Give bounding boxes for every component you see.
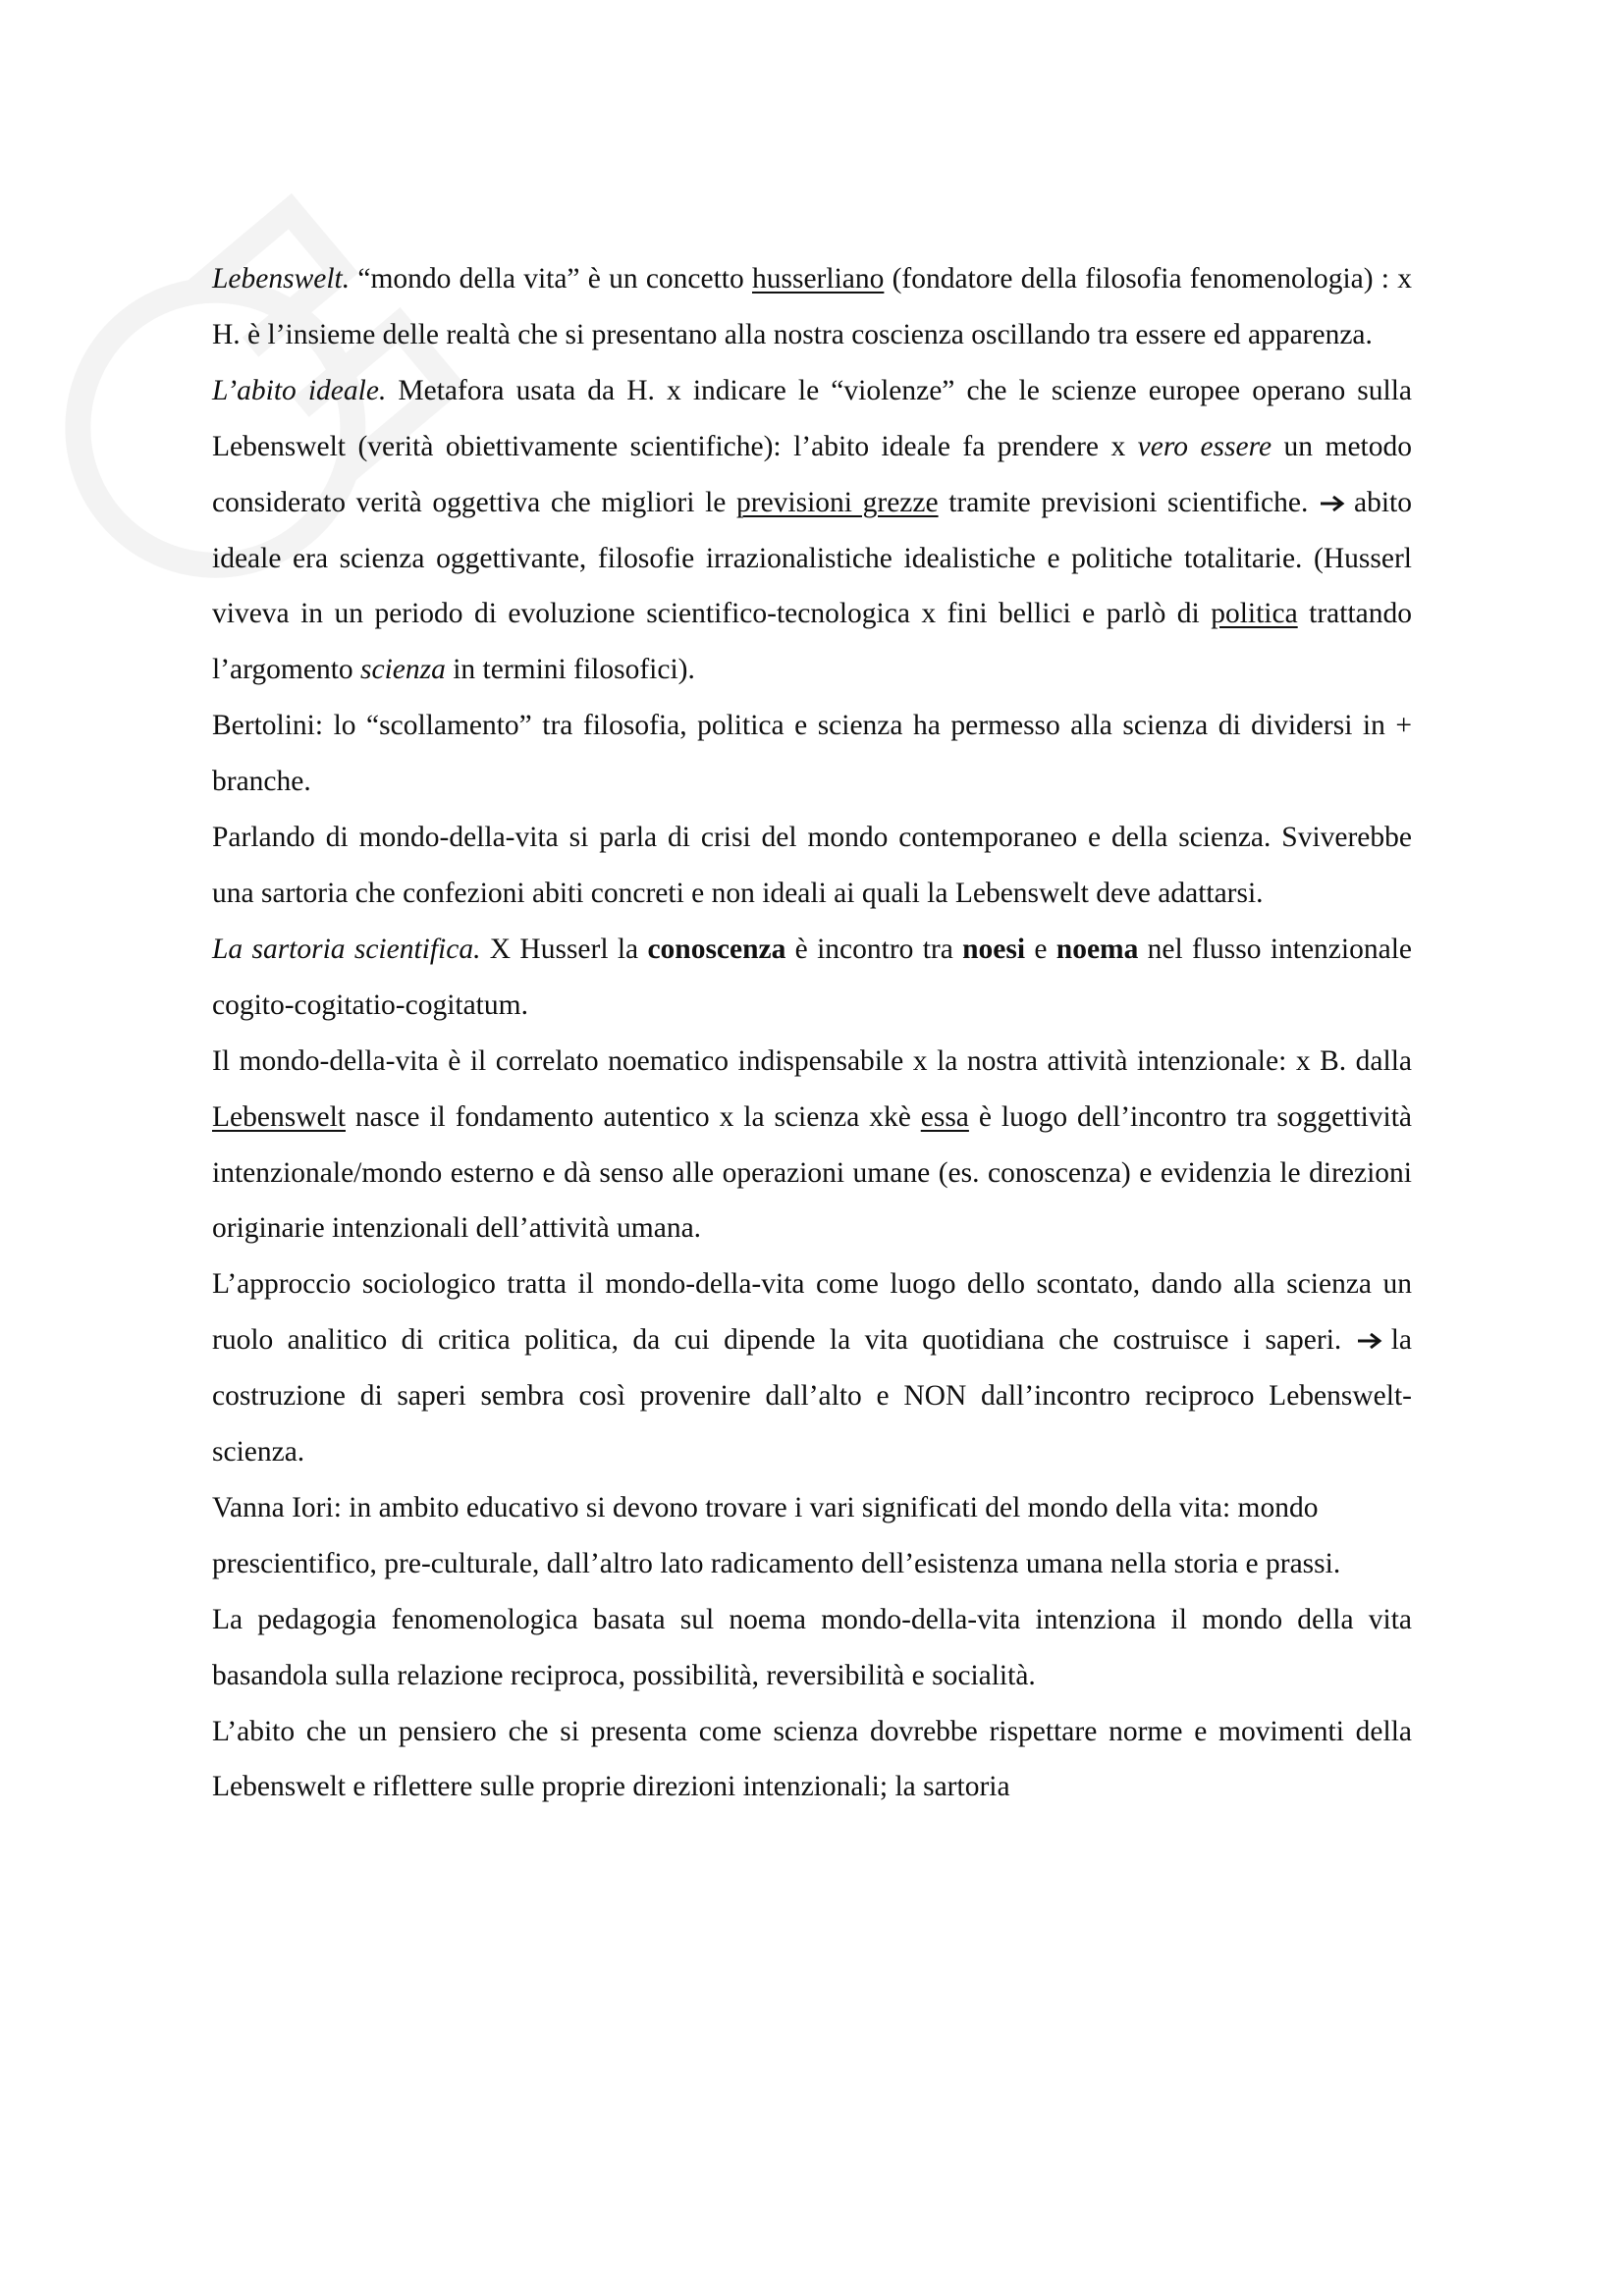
text-run: X Husserl la	[480, 933, 648, 965]
right-arrow-icon	[1356, 1331, 1385, 1351]
italic-term: vero essere	[1137, 430, 1272, 462]
paragraph-bertolini: Bertolini: lo “scollamento” tra filosofia, politica e scienza ha permesso alla scienza di dividersi in + branche.	[212, 710, 1412, 798]
text-run: nasce il fondamento autentico x la scienza xkè	[345, 1100, 921, 1133]
paragraph-abito-pensiero: L’abito che un pensiero che si presenta come scienza dovrebbe rispettare norme e movimenti della Lebenswelt e riflettere sulle proprie direzioni intenzionali; la sartoria	[212, 1715, 1412, 1803]
paragraph-iori: Vanna Iori: in ambito educativo si devono trovare i vari significati del mondo della vita: mondo	[212, 1491, 1319, 1523]
term-lebenswelt: Lebenswelt.	[212, 263, 351, 294]
paragraph-correlato	[212, 1034, 1412, 1257]
right-arrow-icon	[1319, 494, 1348, 513]
text-run: un metodo considerato verità oggettiva che migliori le	[212, 430, 1413, 518]
text-run: Metafora usata da H. x indicare le “violenze” che le scienze europee operano sulla Lebenswelt (verità obiettivamente scientifiche): l’abito ideale fa prendere x	[212, 374, 1413, 462]
paragraph-lebenswelt	[212, 251, 1412, 363]
paragraph-prescientifico: prescientifico, pre-culturale, dall’altro lato radicamento dell’esistenza umana nella storia e prassi.	[212, 1547, 1341, 1579]
text-run: L’approccio sociologico tratta il mondo-della-vita come luogo dello scontato, dando alla scienza un ruolo analitico di critica politica, da cui dipende la vita quotidiana che costruisce i saperi.	[212, 1268, 1412, 1357]
underlined-term: husserliano	[752, 263, 885, 294]
underlined-term: politica	[1211, 598, 1298, 630]
text-run: in termini filosofici).	[445, 654, 695, 686]
underlined-term: Lebenswelt	[212, 1100, 346, 1133]
text-run: “mondo della vita” è un concetto	[350, 263, 752, 294]
paragraph-sociologico	[212, 1256, 1412, 1480]
paragraph-pedagogia: La pedagogia fenomenologica basata sul noema mondo-della-vita intenziona il mondo della vita basandola sulla relazione reciproca, possibilità, reversibilità e socialità.	[212, 1603, 1412, 1691]
text-run: tramite previsioni scientifiche.	[938, 486, 1320, 518]
text-run: trattando l’argomento	[212, 598, 1412, 686]
bold-term: noesi	[962, 933, 1026, 965]
text-run: è luogo dell’incontro tra soggettività intenzionale/mondo esterno e dà senso alle operazioni umane (es. conoscenza) e evidenzia le direzioni originarie intenzionali dell’attività umana.	[212, 1100, 1412, 1245]
italic-term: scienza	[360, 654, 446, 686]
term-abito-ideale: L’abito ideale.	[212, 374, 387, 406]
bold-term: noema	[1055, 933, 1139, 965]
text-run: nel flusso intenzionale cogito-cogitatio-cogitatum.	[212, 933, 1412, 1021]
underlined-term: previsioni grezze	[736, 486, 939, 518]
text-run: la costruzione di saperi sembra così provenire dall’alto e NON dall’incontro reciproco Lebenswelt-scienza.	[212, 1324, 1412, 1468]
bold-term: conoscenza	[647, 933, 786, 965]
text-run: e	[1025, 933, 1056, 965]
underlined-term: essa	[920, 1100, 969, 1133]
text-run: (fondatore della filosofia fenomenologia) : x H. è l’insieme delle realtà che si presentano alla nostra coscienza oscillando tra essere ed apparenza.	[212, 263, 1412, 350]
text-run: è incontro tra	[785, 933, 963, 965]
paragraph-crisi: Parlando di mondo-della-vita si parla di crisi del mondo contemporaneo e della scienza. Sviverebbe una sartoria che confezioni abiti concreti e non ideali ai quali la Lebenswelt deve adattarsi.	[212, 822, 1412, 909]
text-run: abito ideale era scienza oggettivante, filosofie irrazionalistiche idealistiche e politiche totalitarie. (Husserl viveva in un periodo di evoluzione scientifico-tecnologica x fini bellici e parlò di	[212, 486, 1413, 630]
term-sartoria: La sartoria scientifica.	[212, 933, 481, 965]
paragraph-sartoria	[212, 922, 1412, 1034]
paragraph-abito-ideale	[212, 363, 1412, 698]
text-run: Il mondo-della-vita è il correlato noematico indispensabile x la nostra attività intenzionale: x B. dalla	[212, 1044, 1412, 1077]
body-text	[212, 251, 1412, 1815]
